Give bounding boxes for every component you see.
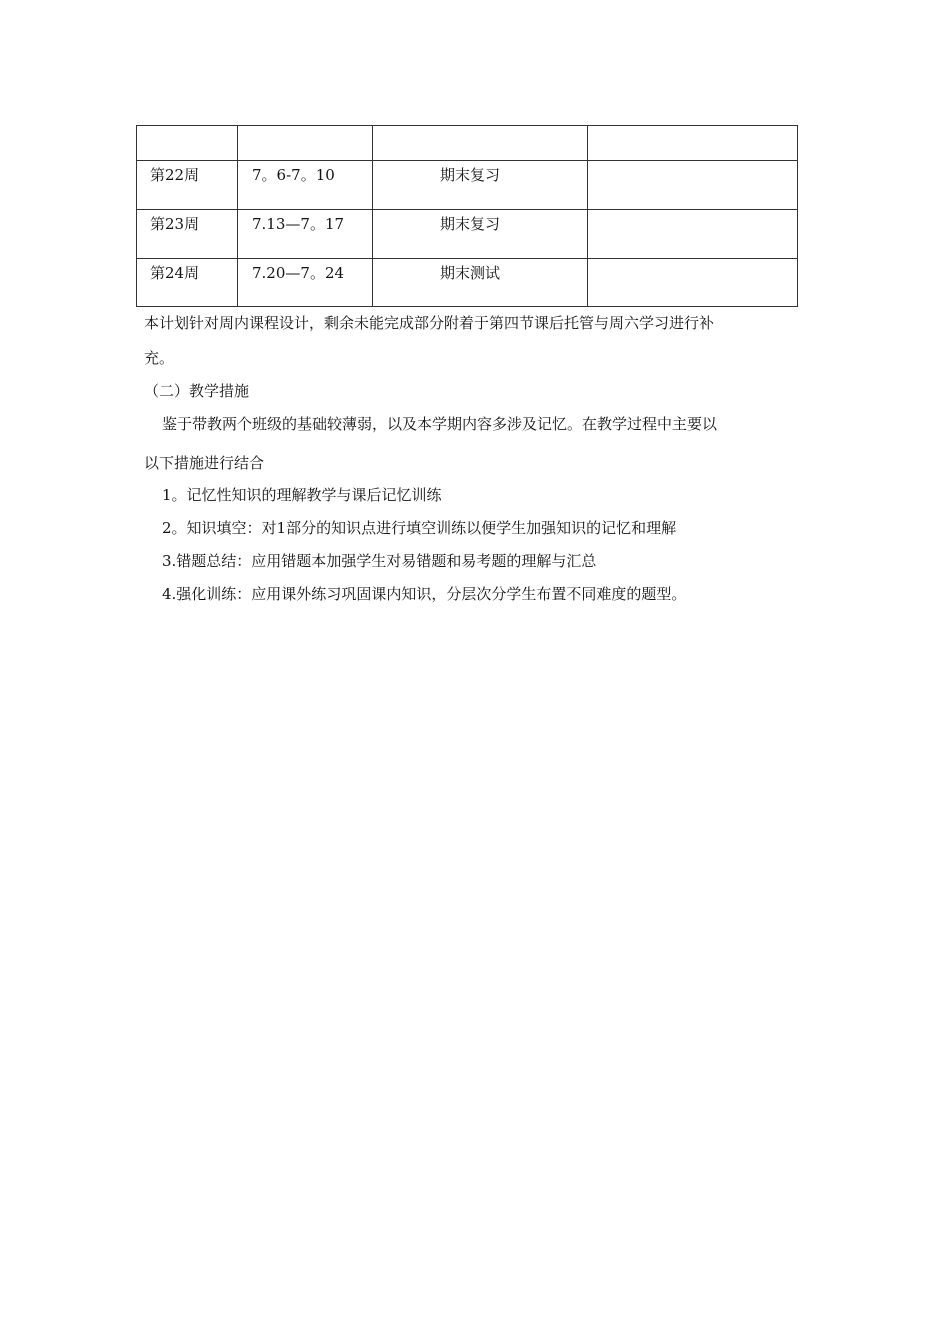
table-row <box>137 126 798 161</box>
list-item: 3.错题总结：应用错题本加强学生对易错题和易考题的理解与汇总 <box>162 552 597 570</box>
date-cell: 7。6-7。10 <box>238 161 373 210</box>
schedule-table <box>136 125 798 307</box>
list-item: 1。记忆性知识的理解教学与课后记忆训练 <box>162 486 442 504</box>
note-cell <box>588 161 798 210</box>
plan-note-line-2: 充。 <box>144 349 175 367</box>
plan-note-line-1: 本计划针对周内课程设计，剩余未能完成部分附着于第四节课后托管与周六学习进行补 <box>144 314 715 332</box>
week-cell: 第23周 <box>137 210 238 259</box>
week-cell: 第22周 <box>137 161 238 210</box>
intro-line-2: 以下措施进行结合 <box>144 454 265 472</box>
date-cell <box>238 126 373 161</box>
content-cell: 期末复习 <box>373 161 588 210</box>
content-cell: 期末测试 <box>373 259 588 307</box>
content-cell: 期末复习 <box>373 210 588 259</box>
section-heading: （二）教学措施 <box>144 382 250 400</box>
table-row <box>137 210 798 259</box>
note-cell <box>588 259 798 307</box>
list-item: 2。知识填空：对1部分的知识点进行填空训练以便学生加强知识的记忆和理解 <box>162 519 677 537</box>
content-cell <box>373 126 588 161</box>
week-cell <box>137 126 238 161</box>
table-row <box>137 259 798 307</box>
note-cell <box>588 126 798 161</box>
week-cell: 第24周 <box>137 259 238 307</box>
list-item: 4.强化训练：应用课外练习巩固课内知识，分层次分学生布置不同难度的题型。 <box>162 585 687 603</box>
intro-line-1: 鉴于带教两个班级的基础较薄弱，以及本学期内容多涉及记忆。在教学过程中主要以 <box>162 415 718 433</box>
date-cell: 7.20—7。24 <box>238 259 373 307</box>
note-cell <box>588 210 798 259</box>
date-cell: 7.13—7。17 <box>238 210 373 259</box>
table-row <box>137 161 798 210</box>
